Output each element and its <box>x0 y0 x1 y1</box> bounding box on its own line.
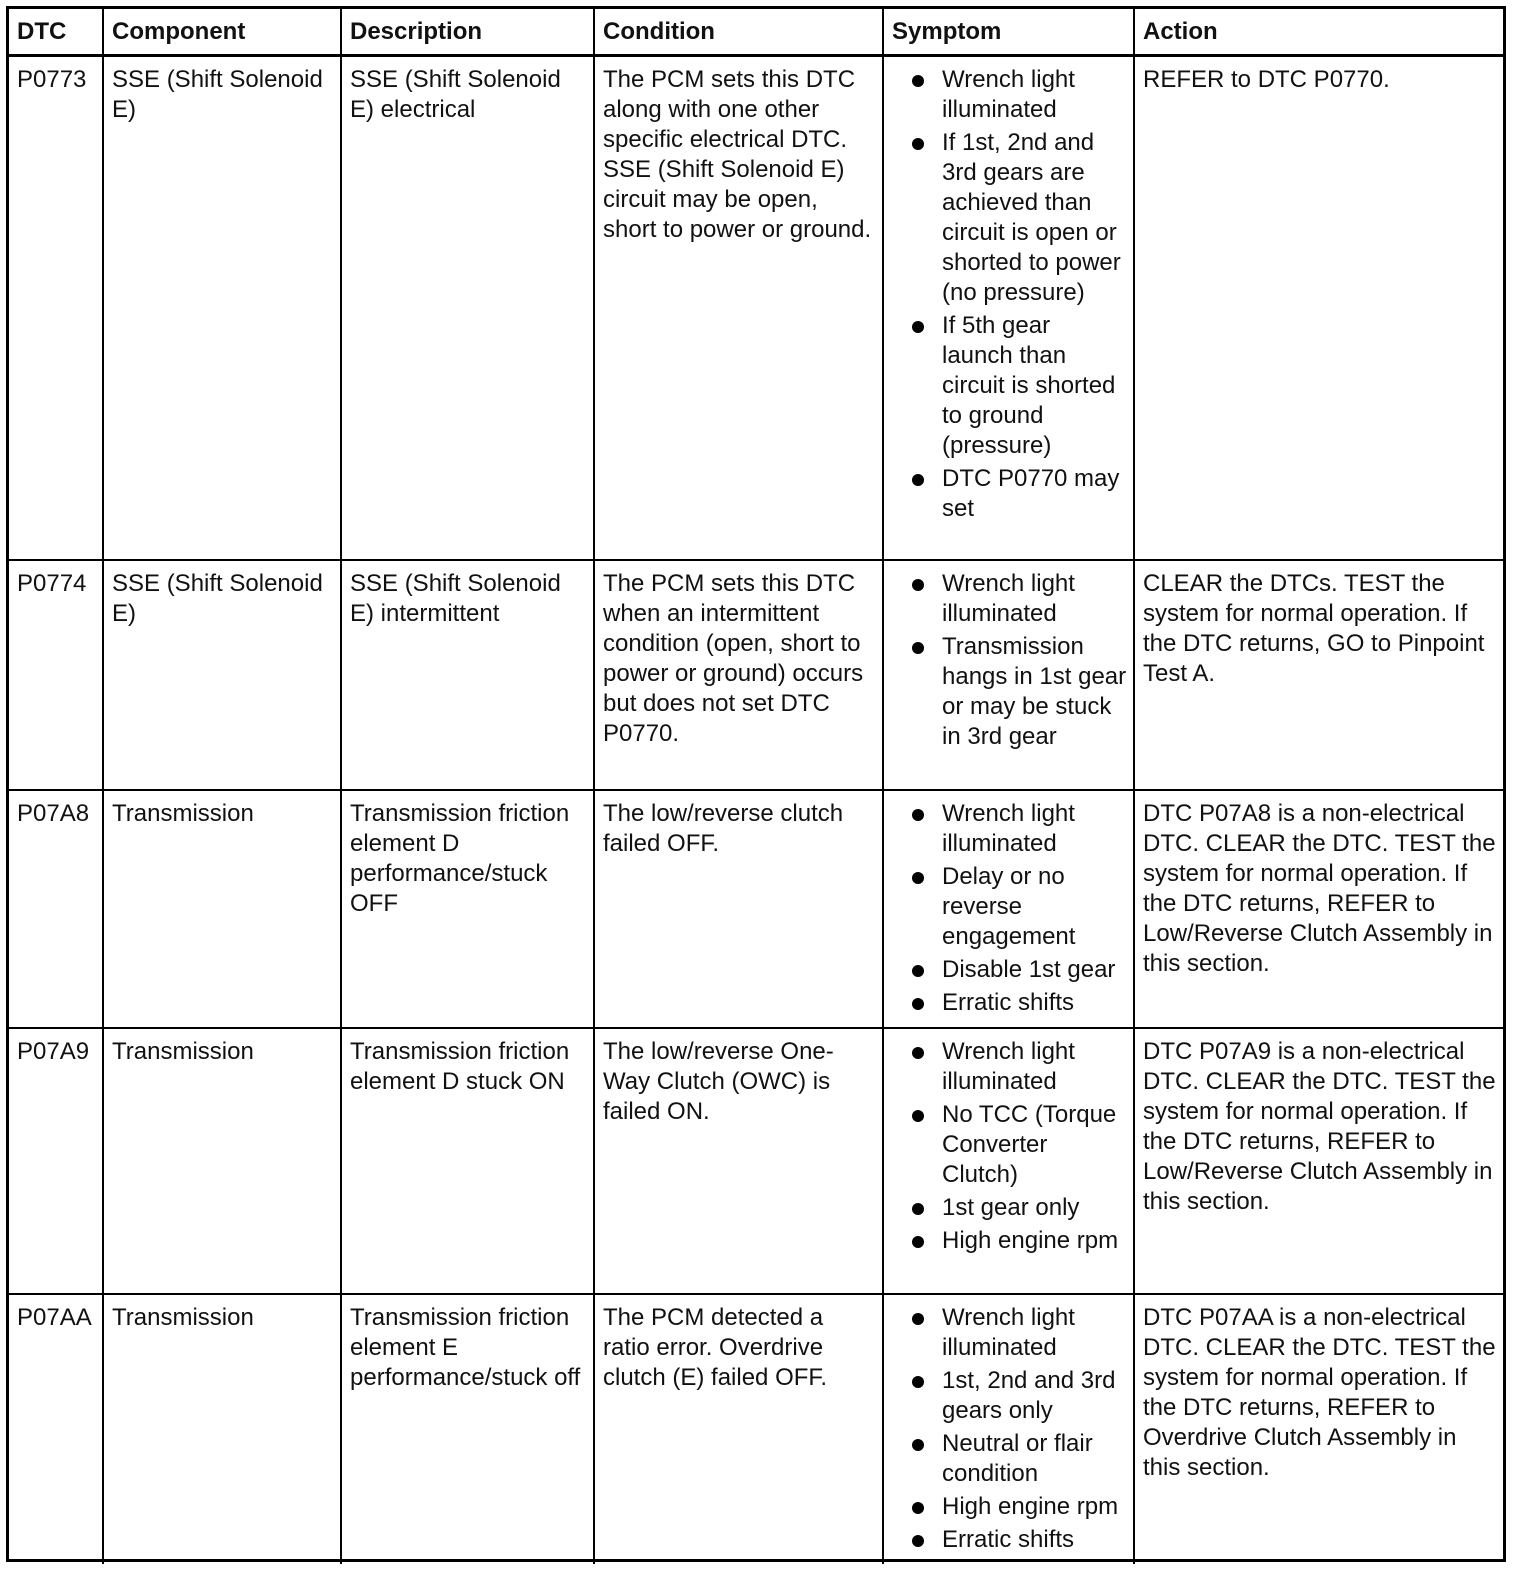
bullet-icon <box>912 872 924 884</box>
symptom-item <box>892 464 1127 524</box>
table-row <box>9 790 1503 1028</box>
symptom-text: Erratic shifts <box>942 1526 1075 1553</box>
symptom-item <box>892 632 1127 752</box>
symptom-text: 1st, 2nd and 3rd gears only <box>942 1367 1116 1424</box>
cell-symptom <box>883 1294 1134 1564</box>
symptom-item <box>892 128 1127 308</box>
cell-symptom <box>883 790 1134 1028</box>
symptom-text: Wrench light illuminated <box>942 1038 1075 1095</box>
cell-action: DTC P07A9 is a non-electrical DTC. CLEAR the DTC. TEST the system for normal operation. If the DTC returns, REFER to Low/Reverse Clutch Assembly in this section. <box>1134 1028 1503 1294</box>
cell-action: REFER to DTC P0770. <box>1134 55 1503 560</box>
cell-action: DTC P07AA is a non-electrical DTC. CLEAR the DTC. TEST the system for normal operation. If the DTC returns, REFER to Overdrive Clutch Assembly in this section. <box>1134 1294 1503 1564</box>
cell-condition: The PCM sets this DTC along with one other specific electrical DTC. SSE (Shift Solenoid E) circuit may be open, short to power or ground. <box>594 55 883 560</box>
bullet-icon <box>912 809 924 821</box>
symptom-text: Transmission hangs in 1st gear or may be stuck in 3rd gear <box>942 633 1127 750</box>
bullet-icon <box>912 1203 924 1215</box>
cell-symptom <box>883 55 1134 560</box>
symptom-item <box>892 1429 1127 1489</box>
cell-description: SSE (Shift Solenoid E) intermittent <box>341 560 594 790</box>
cell-component: SSE (Shift Solenoid E) <box>103 55 341 560</box>
cell-dtc: P07A8 <box>9 790 103 1028</box>
cell-action: CLEAR the DTCs. TEST the system for normal operation. If the DTC returns, GO to Pinpoint Test A. <box>1134 560 1503 790</box>
table-row <box>9 55 1503 560</box>
symptom-item <box>892 1100 1127 1190</box>
cell-dtc: P07A9 <box>9 1028 103 1294</box>
cell-component: Transmission <box>103 1028 341 1294</box>
bullet-icon <box>912 1110 924 1122</box>
bullet-icon <box>912 579 924 591</box>
cell-component: SSE (Shift Solenoid E) <box>103 560 341 790</box>
cell-component: Transmission <box>103 1294 341 1564</box>
symptom-item <box>892 569 1127 629</box>
cell-dtc: P0773 <box>9 55 103 560</box>
table-row <box>9 1294 1503 1564</box>
cell-description: Transmission friction element D stuck ON <box>341 1028 594 1294</box>
symptom-text: Erratic shifts <box>942 989 1075 1016</box>
cell-component: Transmission <box>103 790 341 1028</box>
symptom-text: Wrench light illuminated <box>942 65 1075 123</box>
dtc-table-frame <box>6 6 1506 1562</box>
header-component: Component <box>103 9 341 55</box>
symptom-text: No TCC (Torque Converter Clutch) <box>942 1101 1117 1188</box>
bullet-icon <box>912 1313 924 1325</box>
cell-dtc: P0774 <box>9 560 103 790</box>
cell-symptom <box>883 1028 1134 1294</box>
bullet-icon <box>912 1376 924 1388</box>
bullet-icon <box>912 75 924 87</box>
cell-symptom <box>883 560 1134 790</box>
cell-condition: The low/reverse One-Way Clutch (OWC) is failed ON. <box>594 1028 883 1294</box>
table-row <box>9 1028 1503 1294</box>
symptom-item <box>892 1366 1127 1426</box>
symptom-text: If 5th gear launch than circuit is shorted to ground (pressure) <box>942 311 1116 459</box>
symptom-list <box>892 1303 1127 1555</box>
bullet-icon <box>912 1439 924 1451</box>
symptom-list <box>892 799 1127 1018</box>
symptom-item <box>892 955 1127 985</box>
header-action: Action <box>1134 9 1503 55</box>
header-description: Description <box>341 9 594 55</box>
header-condition: Condition <box>594 9 883 55</box>
bullet-icon <box>912 965 924 977</box>
bullet-icon <box>912 642 924 654</box>
symptom-text: Neutral or flair condition <box>942 1430 1093 1487</box>
cell-description: SSE (Shift Solenoid E) electrical <box>341 55 594 560</box>
symptom-text: If 1st, 2nd and 3rd gears are achieved than circuit is open or shorted to power (no pressure) <box>942 128 1121 306</box>
symptom-list <box>892 1037 1127 1256</box>
cell-condition: The PCM detected a ratio error. Overdrive clutch (E) failed OFF. <box>594 1294 883 1564</box>
symptom-text: Wrench light illuminated <box>942 800 1075 857</box>
symptom-text: 1st gear only <box>942 1194 1080 1221</box>
symptom-text: Delay or no reverse engagement <box>942 863 1076 950</box>
dtc-table <box>9 9 1503 1564</box>
cell-condition: The low/reverse clutch failed OFF. <box>594 790 883 1028</box>
bullet-icon <box>912 1535 924 1547</box>
header-dtc: DTC <box>9 9 103 55</box>
symptom-item <box>892 1226 1127 1256</box>
bullet-icon <box>912 998 924 1010</box>
cell-action: DTC P07A8 is a non-electrical DTC. CLEAR the DTC. TEST the system for normal operation. If the DTC returns, REFER to Low/Reverse Clutch Assembly in this section. <box>1134 790 1503 1028</box>
header-symptom: Symptom <box>883 9 1134 55</box>
cell-condition: The PCM sets this DTC when an intermittent condition (open, short to power or ground) occurs but does not set DTC P0770. <box>594 560 883 790</box>
symptom-text: Disable 1st gear <box>942 956 1116 983</box>
bullet-icon <box>912 138 924 150</box>
table-row <box>9 560 1503 790</box>
symptom-text: High engine rpm <box>942 1227 1119 1254</box>
symptom-item <box>892 1303 1127 1363</box>
symptom-item <box>892 1193 1127 1223</box>
symptom-item <box>892 65 1127 125</box>
symptom-text: Wrench light illuminated <box>942 570 1075 627</box>
cell-dtc: P07AA <box>9 1294 103 1564</box>
bullet-icon <box>912 1047 924 1059</box>
symptom-item <box>892 1492 1127 1522</box>
bullet-icon <box>912 1236 924 1248</box>
symptom-item <box>892 1037 1127 1097</box>
symptom-item <box>892 311 1127 461</box>
symptom-item <box>892 862 1127 952</box>
bullet-icon <box>912 1502 924 1514</box>
symptom-item <box>892 799 1127 859</box>
symptom-text: High engine rpm <box>942 1493 1119 1520</box>
cell-description: Transmission friction element D performance/stuck OFF <box>341 790 594 1028</box>
header-row <box>9 9 1503 55</box>
symptom-item <box>892 1525 1127 1555</box>
symptom-text: DTC P0770 may set <box>942 464 1120 522</box>
symptom-item <box>892 988 1127 1018</box>
symptom-list <box>892 65 1127 524</box>
symptom-text: Wrench light illuminated <box>942 1304 1075 1361</box>
bullet-icon <box>912 474 924 486</box>
symptom-list <box>892 569 1127 752</box>
bullet-icon <box>912 321 924 333</box>
cell-description: Transmission friction element E performance/stuck off <box>341 1294 594 1564</box>
